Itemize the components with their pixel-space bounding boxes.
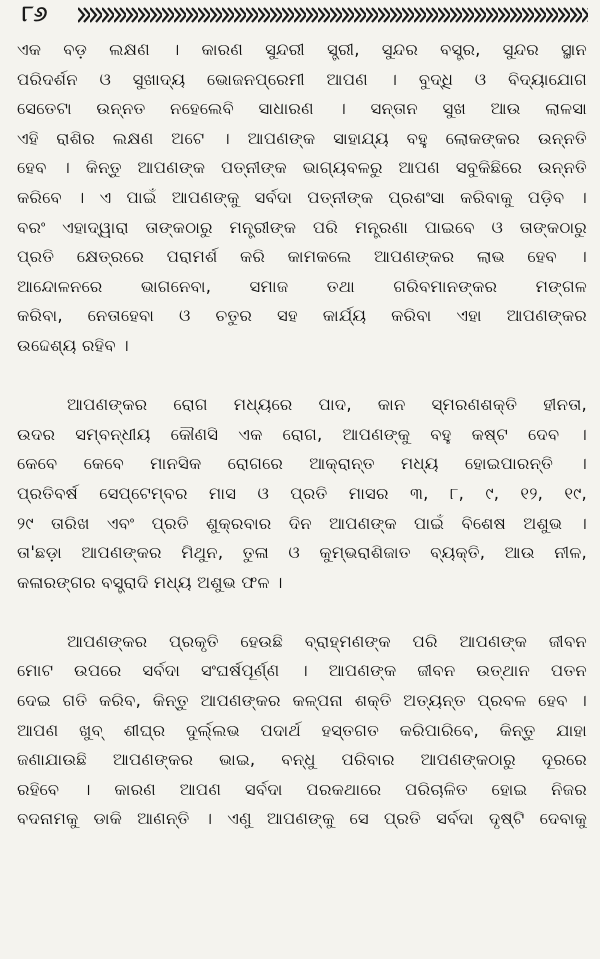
text-line: କରିବେ । ଏ ପାଇଁ ଆପଣଙ୍କୁ ସର୍ବଦା ପତ୍ନୀଙ୍କ ପ୍ରଶଂସା କରିବାକୁ ପଡ଼ିବ । [17,187,587,207]
paragraph-traits [17,35,587,361]
text-line: ମୋଟ ଉପରେ ସର୍ବଦା ସଂଘର୍ଷପୂର୍ଣ୍ଣ । ଆପଣଙ୍କ ଜୀବନ ଉତ୍‌ଥାନ ପତନ [17,661,587,681]
text-line: ଆନ୍ଦୋଳନରେ ଭାଗନେବା, ସମାଜ ତଥା ଗରିବମାନଙ୍କର ମଙ୍ଗଳ [17,276,587,296]
paragraph-gap [17,361,587,391]
paragraph-nature [17,627,587,834]
text-line: ତା'ଛଡ଼ା ଆପଣଙ୍କର ମିଥୁନ, ତୁଳା ଓ କୁମ୍ଭରାଶିଜାତ ବ୍ୟକ୍ତି, ଆଉ ନୀଳ, [17,543,587,563]
text-line: ଦେଇ ଗତି କରିବ, କିନ୍ତୁ ଆପଣଙ୍କର କଳ୍ପନା ଶକ୍ତି ଅତ୍ୟନ୍ତ ପ୍ରବଳ ହେବ । [17,691,587,711]
text-line: ପ୍ରତିବର୍ଷ ସେପ୍ଟେମ୍ବର ମାସ ଓ ପ୍ରତି ମାସର ୩, ୮, ୯, ୧୨, ୧୯, [17,483,587,503]
page-number: ୮୬ [22,2,48,27]
text-line: ଉଦ୍ଦେଶ୍ୟ ରହିବ । [17,335,129,355]
text-line: ଏହି ରାଶିର ଲକ୍ଷଣ ଅଟେ । ଆପଣଙ୍କ ସାହାଯ୍ୟ ବହୁ ଲୋକଙ୍କର ଉନ୍ନତି [17,128,587,148]
text-line: ଉଦର ସମ୍ବନ୍ଧୀୟ କୌଣସି ଏକ ରୋଗ, ଆପଣଙ୍କୁ ବହୁ କଷ୍ଟ ଦେବ । [17,424,587,444]
text-line: ରହିବେ । କାରଣ ଆପଣ ସର୍ବଦା ପରକଥାରେ ପରିଚାଳିତ ହୋଇ ନିଜର [17,779,587,799]
text-line: ଆପଣଙ୍କର ରୋଗ ମଧ୍ୟରେ ପାଦ, କାନ ସ୍ମରଣଶକ୍ତି ହୀନତା, [67,395,587,415]
page-header [0,0,600,30]
text-line: କଳାରଙ୍ଗର ବସ୍ତ୍ରାଦି ମଧ୍ୟ ଅଶୁଭ ଫଳ । [17,572,283,592]
text-line: ବଦନାମକୁ ଡାକି ଆଣନ୍ତି । ଏଣୁ ଆପଣଙ୍କୁ ସେ ପ୍ରତି ସର୍ବଦା ଦୃଷ୍ଟି ଦେବାକୁ [17,809,587,829]
text-line: କରିବା, ନେତାହେବା ଓ ଚତୁର ସହ କାର୍ଯ୍ୟ କରିବା ଏହା ଆପଣଙ୍କର [17,306,587,326]
text-line: ବରଂ ଏହାଦ୍ୱାରା ତାଙ୍କଠାରୁ ମନ୍ତ୍ରୀଙ୍କ ପରି ମନ୍ତ୍ରଣା ପାଇବେ ଓ ତାଙ୍କଠାରୁ [17,217,587,237]
text-line: ସେତେଟା ଉନ୍ନତ ନହେଲେବି ସାଧାରଣ । ସନ୍ତାନ ସୁଖ ଆଉ ଲାଳସା [17,99,587,119]
text-line: ପ୍ରତି କ୍ଷେତ୍ରରେ ପରାମର୍ଶ କରି କାମକଲେ ଆପଣଙ୍କର ଲାଭ ହେବ । [17,247,587,267]
paragraph-health [17,390,587,597]
text-line: ହେବ । କିନ୍ତୁ ଆପଣଙ୍କ ପତ୍ନୀଙ୍କ ଭାଗ୍ୟବଳରୁ ଆପଣ ସବୁକିଛିରେ ଉନ୍ନତି [17,158,587,178]
text-line: ୨୯ ତାରିଖ ଏବଂ ପ୍ରତି ଶୁକ୍ରବାର ଦିନ ଆପଣଙ୍କ ପାଇଁ ବିଶେଷ ଅଶୁଭ । [17,513,587,533]
text-line: ଆପଣଙ୍କର ପ୍ରକୃତି ହେଉଛି ବ୍ରାହ୍ମଣଙ୍କ ପରି ଆପଣଙ୍କ ଜୀବନ [67,631,587,651]
text-line: ଆପଣ ଖୁବ୍ ଶୀଘ୍ର ଦୁର୍ଲ୍ଲଭ ପଦାର୍ଥ ହସ୍ତଗତ କରିପାରିବେ, କିନ୍ତୁ ଯାହା [17,720,587,740]
article-body [17,35,587,834]
text-line: ପରିଦର୍ଶନ ଓ ସୁଖାଦ୍ୟ ଭୋଜନପ୍ରେମୀ ଆପଣ । ବୁଦ୍ଧି ଓ ବିଦ୍ୟାଯୋଗ [17,69,587,89]
text-line: ଏକ ବଡ଼ ଲକ୍ଷଣ । କାରଣ ସୁନ୍ଦରୀ ସ୍ତ୍ରୀ, ସୁନ୍ଦର ବସ୍ତ୍ର, ସୁନ୍ଦର ସ୍ଥାନ [17,40,587,59]
paragraph-gap [17,597,587,627]
text-line: ଜଣାଯାଉଛି ଆପଣଙ୍କର ଭାଇ, ବନ୍ଧୁ ପରିବାର ଆପଣଙ୍କଠାରୁ ଦୂରରେ [17,750,587,770]
decorative-border [78,6,588,24]
text-line: କେବେ କେବେ ମାନସିକ ରୋଗରେ ଆକ୍ରାନ୍ତ ମଧ୍ୟ ହୋଇପାରନ୍ତି । [17,454,587,474]
